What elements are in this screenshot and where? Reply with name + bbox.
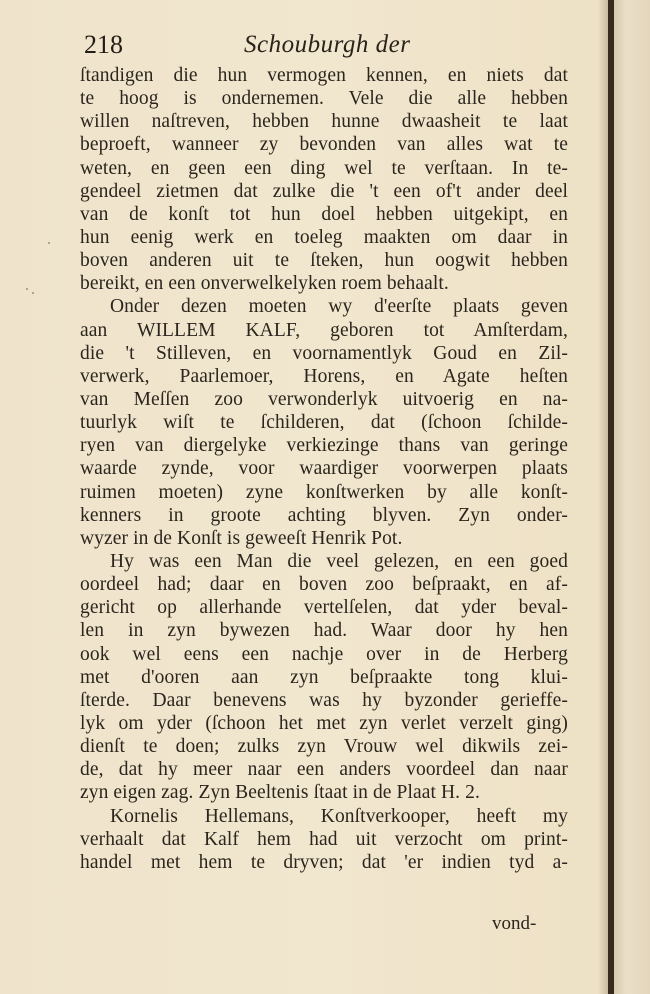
text-line: van Meſſen zoo verwonderlyk uitvoerig en na- (80, 388, 568, 410)
text-line: bereikt, en een onverwelkelyken roem behaalt. (80, 273, 449, 295)
text-line: beproeft, wanneer zy bevonden van alles wat te (80, 134, 568, 156)
paper-speck (48, 242, 50, 244)
text-line: gericht op allerhande vertelſelen, dat yder beval- (80, 597, 568, 619)
text-line: len in zyn bywezen had. Waar door hy hen (80, 620, 568, 642)
page-header (84, 28, 564, 62)
text-line: zyn eigen zag. Zyn Beeltenis ſtaat in de Plaat H. 2. (80, 782, 480, 804)
text-line: aan WILLEM KALF, geboren tot Amſterdam, (80, 319, 568, 341)
text-line: waarde zynde, voor waardiger voorwerpen plaats (80, 458, 568, 480)
running-head: Schouburgh der (244, 31, 411, 58)
text-line: gendeel zietmen dat zulke die 't een of't ander deel (80, 180, 568, 202)
text-line: willen naſtreven, hebben hunne dwaasheit te laat (80, 111, 568, 133)
text-line: dienſt te doen; zulks zyn Vrouw wel dikwils zei- (80, 736, 568, 758)
paragraph-start-line: Onder dezen moeten wy d'eerſte plaats geven (110, 296, 568, 318)
text-line: weten, en geen een ding wel te verſtaan. In te- (80, 157, 568, 179)
text-line: ryen van diergelyke verkiezinge thans van geringe (80, 435, 568, 457)
paper-speck (32, 292, 34, 294)
text-line: te hoog is ondernemen. Vele die alle hebben (80, 88, 568, 110)
facing-page-edge (614, 0, 650, 994)
text-line: ſterde. Daar benevens was hy byzonder gerieffe- (80, 689, 568, 711)
text-line: die 't Stilleven, en voornamentlyk Goud en Zil- (80, 342, 568, 364)
paper-speck (26, 288, 28, 290)
text-line: verwerk, Paarlemoer, Horens, en Agate heſten (80, 365, 568, 387)
text-line: tuurlyk wiſt te ſchilderen, dat (ſchoon ſchilde- (80, 412, 568, 434)
text-line: ruimen moeten) zyne konſtwerken by alle konſt- (80, 481, 568, 503)
text-line: wyzer in de Konſt is geweeſt Henrik Pot. (80, 527, 403, 549)
paragraph-start-line: Kornelis Hellemans, Konſtverkooper, heeft my (110, 805, 568, 827)
text-line: verhaalt dat Kalf hem had uit verzocht om print- (80, 828, 568, 850)
body-text (80, 64, 568, 874)
paragraph-start-line: Hy was een Man die veel gelezen, en een goed (110, 550, 568, 572)
text-line: oordeel had; daar en boven zoo beſpraakt, en af- (80, 574, 568, 596)
text-line: kenners in groote achting blyven. Zyn onder- (80, 504, 568, 526)
text-line: hun eenig werk en toeleg maakten om daar in (80, 226, 568, 248)
page-number: 218 (84, 30, 123, 59)
text-line: ook wel eens een nachje over in de Herberg (80, 643, 568, 665)
text-line: boven anderen uit te ſteken, hun oogwit hebben (80, 250, 568, 272)
gutter-shadow (598, 0, 608, 994)
text-line: lyk om yder (ſchoon het met zyn verlet verzelt ging) (80, 712, 568, 734)
text-line: de, dat hy meer naar een anders voordeel dan naar (80, 759, 568, 781)
text-line: ſtandigen die hun vermogen kennen, en niets dat (80, 65, 568, 86)
text-line: handel met hem te dryven; dat 'er indien tyd a- (80, 851, 568, 873)
text-line: van de konſt tot hun doel hebben uitgekipt, en (80, 203, 568, 225)
catchword: vond- (492, 913, 537, 934)
text-line: met d'ooren aan zyn beſpraakte tong klui- (80, 666, 568, 688)
